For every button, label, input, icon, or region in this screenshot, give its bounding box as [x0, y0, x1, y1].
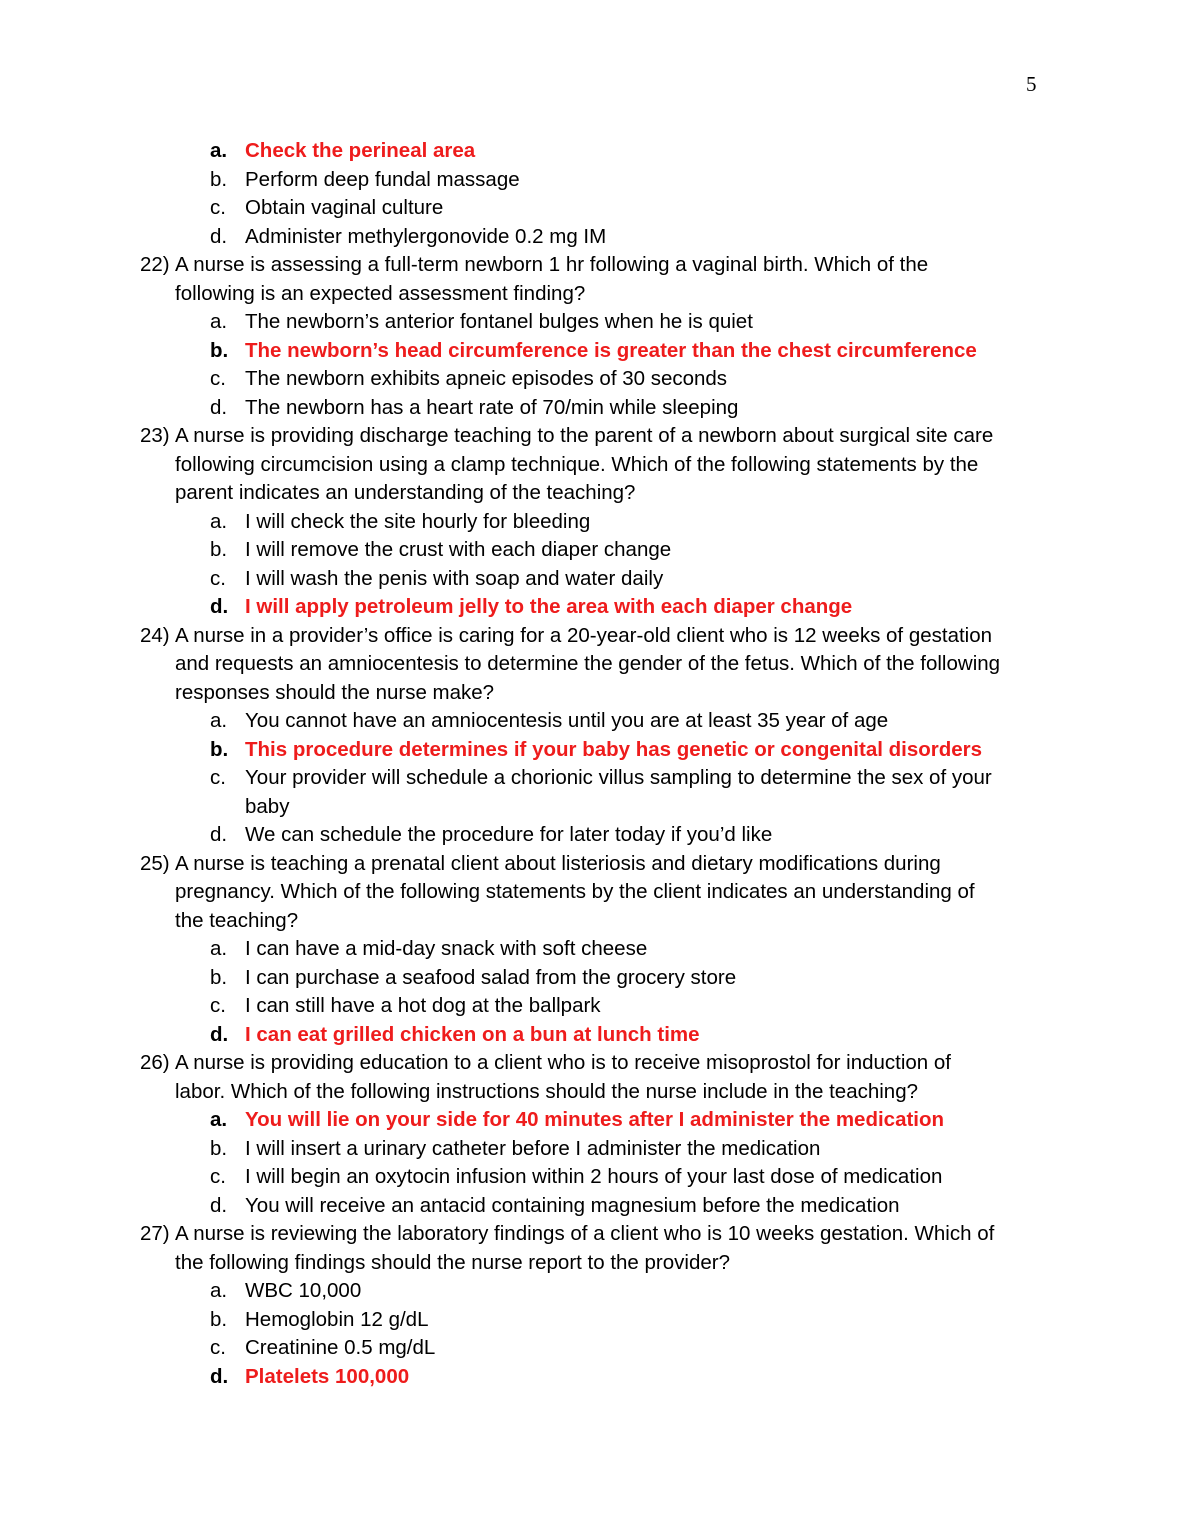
answer-option [0, 992, 1190, 1021]
answer-option-correct [0, 337, 1190, 366]
question-continuation [0, 907, 1190, 936]
answer-option [0, 308, 1190, 337]
page-number: 5 [1026, 72, 1037, 96]
question-text: pregnancy. Which of the following statements by the client indicates an understanding of [175, 880, 975, 903]
question-number: 26) [140, 1051, 170, 1074]
answer-option [0, 1192, 1190, 1221]
option-label: d. [210, 1022, 229, 1046]
answer-option [0, 166, 1190, 195]
answer-option [0, 394, 1190, 423]
option-text: Check the perineal area [245, 139, 476, 162]
answer-option-correct [0, 1106, 1190, 1135]
option-label: a. [210, 139, 228, 162]
answer-option [0, 1306, 1190, 1335]
question-continuation [0, 650, 1190, 679]
question-text: A nurse is providing discharge teaching to the parent of a newborn about surgical site care [175, 424, 994, 447]
option-label: a. [210, 709, 228, 732]
option-label: c. [210, 1336, 226, 1359]
option-label: a. [210, 937, 228, 960]
option-text: I will wash the penis with soap and water daily [245, 566, 664, 590]
option-label: b. [210, 737, 229, 761]
question-continuation [0, 878, 1190, 907]
question-line [0, 1220, 1190, 1249]
option-label: c. [210, 367, 226, 390]
answer-option [0, 764, 1190, 793]
answer-option [0, 565, 1190, 594]
question-text: the teaching? [175, 908, 299, 932]
option-text: I will check the site hourly for bleeding [245, 509, 591, 533]
question-line [0, 850, 1190, 879]
option-label: d. [210, 1364, 229, 1388]
option-text: I can have a mid-day snack with soft cheese [245, 937, 648, 960]
option-label: a. [210, 1279, 228, 1302]
question-continuation [0, 1249, 1190, 1278]
question-text: the following findings should the nurse report to the provider? [175, 1250, 730, 1274]
answer-option-correct [0, 736, 1190, 765]
option-text: You will receive an antacid containing magnesium before the medication [245, 1193, 900, 1217]
option-text: You cannot have an amniocentesis until you are at least 35 year of age [245, 709, 889, 732]
question-text: A nurse is reviewing the laboratory findings of a client who is 10 weeks gestation. Which of [175, 1222, 995, 1245]
option-label: c. [210, 566, 226, 590]
option-text: Obtain vaginal culture [245, 196, 444, 219]
answer-option [0, 194, 1190, 223]
question-number: 24) [140, 623, 170, 647]
question-number: 27) [140, 1222, 170, 1245]
answer-option-correct [0, 593, 1190, 622]
option-label: d. [210, 595, 229, 618]
option-text: Platelets 100,000 [245, 1364, 410, 1388]
answer-option-correct [0, 1363, 1190, 1392]
answer-option [0, 365, 1190, 394]
answer-option [0, 964, 1190, 993]
option-label: d. [210, 224, 228, 248]
question-text: following circumcision using a clamp technique. Which of the following statements by the [175, 452, 979, 476]
answer-option [0, 1163, 1190, 1192]
option-text: I will begin an oxytocin infusion within 2 hours of your last dose of medication [245, 1165, 943, 1188]
option-text: I can purchase a seafood salad from the grocery store [245, 965, 737, 989]
question-text: labor. Which of the following instructions should the nurse include in the teaching? [175, 1079, 919, 1103]
option-text: We can schedule the procedure for later today if you’d like [245, 823, 773, 846]
option-text: Hemoglobin 12 g/dL [245, 1307, 429, 1331]
question-continuation [0, 679, 1190, 708]
option-label: b. [210, 1136, 228, 1160]
option-label: a. [210, 1108, 228, 1131]
answer-option [0, 1334, 1190, 1363]
option-text: I will apply petroleum jelly to the area with each diaper change [245, 595, 853, 618]
question-line [0, 422, 1190, 451]
option-label: a. [210, 310, 228, 333]
answer-option [0, 935, 1190, 964]
option-label: b. [210, 965, 228, 989]
option-label: c. [210, 766, 226, 789]
option-text: I will insert a urinary catheter before I administer the medication [245, 1136, 821, 1160]
option-text: The newborn has a heart rate of 70/min while sleeping [245, 395, 739, 419]
option-text: You will lie on your side for 40 minutes after I administer the medication [245, 1108, 945, 1131]
question-line [0, 622, 1190, 651]
answer-option-correct [0, 137, 1190, 166]
question-text: A nurse is providing education to a client who is to receive misoprostol for induction of [175, 1051, 951, 1074]
option-label: b. [210, 338, 229, 362]
question-list [0, 137, 1190, 1391]
question-line [0, 251, 1190, 280]
option-text: I can eat grilled chicken on a bun at lunch time [245, 1022, 700, 1046]
question-text: A nurse is teaching a prenatal client about listeriosis and dietary modifications during [175, 851, 941, 875]
answer-option [0, 1277, 1190, 1306]
option-text: baby [245, 794, 290, 818]
option-continuation [0, 793, 1190, 822]
answer-option [0, 536, 1190, 565]
option-label: b. [210, 1307, 228, 1331]
question-text: A nurse is assessing a full-term newborn 1 hr following a vaginal birth. Which of the [175, 253, 929, 276]
option-text: The newborn’s anterior fontanel bulges when he is quiet [245, 310, 753, 333]
option-label: a. [210, 509, 228, 533]
option-label: c. [210, 1165, 226, 1188]
option-text: I can still have a hot dog at the ballpark [245, 994, 601, 1017]
question-continuation [0, 451, 1190, 480]
option-text: Your provider will schedule a chorionic villus sampling to determine the sex of your [245, 766, 992, 789]
question-line [0, 1049, 1190, 1078]
question-number: 22) [140, 253, 170, 276]
option-text: I will remove the crust with each diaper change [245, 538, 672, 561]
option-text: This procedure determines if your baby has genetic or congenital disorders [245, 737, 983, 761]
option-label: b. [210, 538, 228, 561]
option-label: c. [210, 994, 226, 1017]
question-continuation [0, 280, 1190, 309]
question-continuation [0, 479, 1190, 508]
option-label: c. [210, 196, 226, 219]
option-text: WBC 10,000 [245, 1279, 362, 1302]
option-label: b. [210, 167, 228, 191]
question-continuation [0, 1078, 1190, 1107]
question-text: A nurse in a provider’s office is caring for a 20-year-old client who is 12 weeks of gestation [175, 623, 993, 647]
answer-option [0, 707, 1190, 736]
question-number: 25) [140, 851, 170, 875]
question-text: following is an expected assessment finding? [175, 281, 586, 305]
option-label: d. [210, 1193, 228, 1217]
option-text: The newborn’s head circumference is greater than the chest circumference [245, 338, 977, 362]
answer-option-correct [0, 1021, 1190, 1050]
option-text: The newborn exhibits apneic episodes of 30 seconds [245, 367, 728, 390]
option-text: Creatinine 0.5 mg/dL [245, 1336, 436, 1359]
option-label: d. [210, 823, 228, 846]
question-text: responses should the nurse make? [175, 680, 495, 704]
answer-option [0, 223, 1190, 252]
option-text: Administer methylergonovide 0.2 mg IM [245, 224, 607, 248]
question-text: and requests an amniocentesis to determine the gender of the fetus. Which of the following [175, 652, 1001, 675]
question-text: parent indicates an understanding of the teaching? [175, 481, 636, 504]
option-text: Perform deep fundal massage [245, 167, 520, 191]
answer-option [0, 508, 1190, 537]
answer-option [0, 1135, 1190, 1164]
option-label: d. [210, 395, 228, 419]
question-number: 23) [140, 424, 170, 447]
answer-option [0, 821, 1190, 850]
